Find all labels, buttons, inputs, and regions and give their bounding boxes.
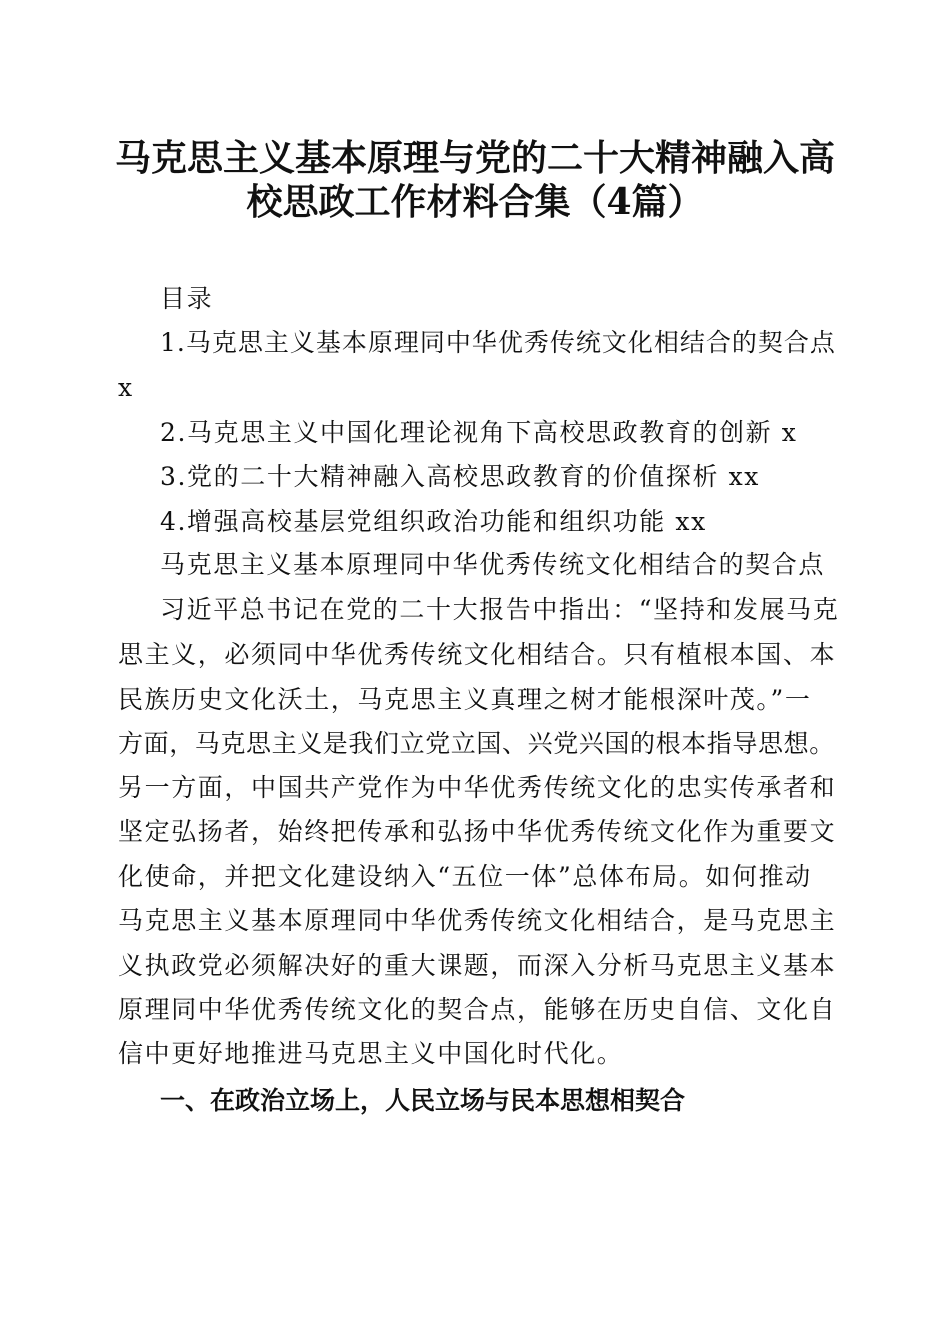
toc-item-1: 1.马克思主义基本原理同中华优秀传统文化相结合的契合点 [160, 328, 836, 357]
toc-item-4: 4.增强高校基层党组织政治功能和组织功能 xx [160, 507, 707, 536]
paragraph-line: 另一方面，中国共产党作为中华优秀传统文化的忠实传承者和 [118, 773, 837, 802]
toc-item-1-page: x [118, 373, 134, 402]
article-title: 马克思主义基本原理同中华优秀传统文化相结合的契合点 [160, 550, 826, 579]
paragraph-line: 义执政党必须解决好的重大课题，而深入分析马克思主义基本 [118, 951, 837, 980]
toc-label: 目录 [160, 284, 214, 313]
paragraph-line: 马克思主义基本原理同中华优秀传统文化相结合，是马克思主 [118, 906, 837, 935]
paragraph-line: 信中更好地推进马克思主义中国化时代化。 [118, 1039, 624, 1068]
section-heading: 一、在政治立场上，人民立场与民本思想相契合 [160, 1086, 686, 1115]
paragraph-line: 原理同中华优秀传统文化的契合点，能够在历史自信、文化自 [118, 995, 837, 1024]
paragraph-line: 思主义，必须同中华优秀传统文化相结合。只有植根本国、本 [118, 640, 837, 669]
paragraph-line: 方面，马克思主义是我们立党立国、兴党兴国的根本指导思想。 [118, 729, 835, 758]
paragraph-line: 坚定弘扬者，始终把传承和弘扬中华优秀传统文化作为重要文 [118, 817, 837, 846]
document-title-line-1: 马克思主义基本原理与党的二十大精神融入高 [114, 137, 835, 179]
paragraph-line: 化使命，并把文化建设纳入“五位一体”总体布局。如何推动 [118, 862, 812, 891]
paragraph-line: 习近平总书记在党的二十大报告中指出：“坚持和发展马克 [160, 595, 840, 624]
toc-item-3: 3.党的二十大精神融入高校思政教育的价值探析 xx [160, 462, 760, 491]
paragraph-line: 民族历史文化沃土，马克思主义真理之树才能根深叶茂。”一 [118, 685, 812, 714]
toc-item-2: 2.马克思主义中国化理论视角下高校思政教育的创新 x [160, 418, 798, 447]
document-title-line-2: 校思政工作材料合集（4篇） [246, 181, 704, 223]
